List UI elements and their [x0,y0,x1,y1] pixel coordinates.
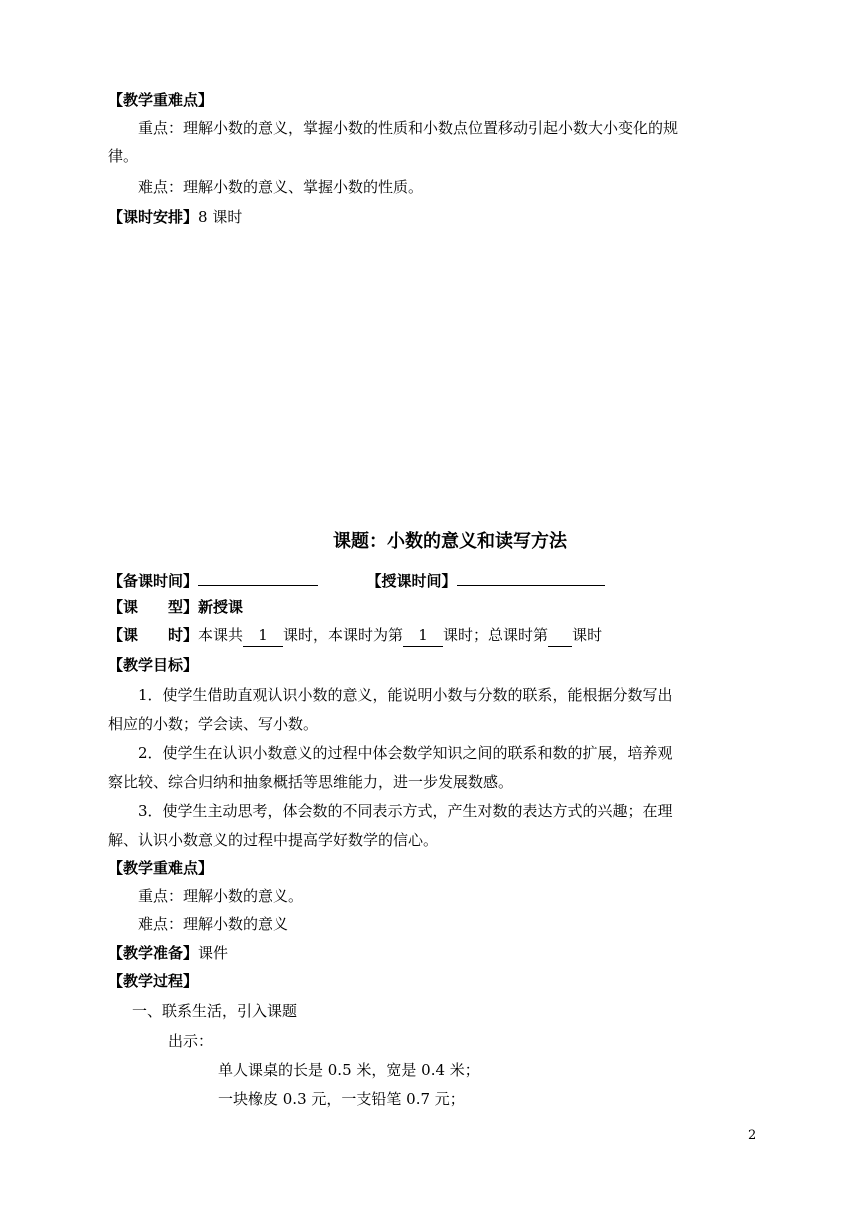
type-value: 新授课 [198,598,244,616]
prep-time-blank [198,568,318,586]
teach-time-blank [457,568,605,586]
period-text: 课时 [572,626,603,644]
objective-line: 1．使学生借助直观认识小数的意义，能说明小数与分数的联系，能根据分数写出 [138,686,673,704]
difficult-point-line: 难点：理解小数的意义、掌握小数的性质。 [138,178,424,196]
period-text: 课时；总课时第 [443,626,549,644]
prep-time-label: 【备课时间】 [108,572,199,590]
objective-line: 2．使学生在认识小数意义的过程中体会数学知识之间的联系和数的扩展，培养观 [138,744,673,762]
schedule-value: 8 课时 [198,208,243,226]
objective-line: 解、认识小数意义的过程中提高学好数学的信心。 [108,831,439,849]
lesson-key-point: 重点：理解小数的意义。 [138,887,304,905]
lesson-difficulty-heading: 【教学重难点】 [108,859,214,877]
schedule-line [108,206,760,228]
objective-line: 察比较、综合归纳和抽象概括等思维能力，进一步发展数感。 [108,773,514,791]
page-number: 2 [748,1128,757,1143]
period-text: 本课共 [198,626,244,644]
key-point-line: 重点：理解小数的意义，掌握小数的性质和小数点位置移动引起小数大小变化的规 [138,119,679,137]
lesson-difficult-point: 难点：理解小数的意义 [138,915,289,933]
teach-time-label: 【授课时间】 [366,572,457,590]
example-line: 一块橡皮 0.3 元，一支铅笔 0.7 元； [218,1090,465,1108]
example-line: 单人课桌的长是 0.5 米，宽是 0.4 米； [218,1061,480,1079]
prep-value: 课件 [198,944,229,962]
type-label: 【课 型】 [108,598,199,616]
period-overall-blank [548,624,572,647]
lesson-title: 课题：小数的意义和读写方法 [333,531,567,552]
difficulty-heading: 【教学重难点】 [108,91,214,109]
period-total: 1 [243,624,283,647]
prep-line [108,942,760,964]
key-point-line: 律。 [108,147,139,165]
process-heading: 【教学过程】 [108,972,199,990]
objectives-heading: 【教学目标】 [108,656,199,674]
period-text: 课时，本课时为第 [283,626,404,644]
show-label: 出示： [168,1032,214,1050]
time-line [108,568,760,592]
process-step: 一、联系生活，引入课题 [132,1002,298,1020]
schedule-heading: 【课时安排】 [108,208,199,226]
prep-heading: 【教学准备】 [108,944,199,962]
objective-line: 3．使学生主动思考，体会数的不同表示方式，产生对数的表达方式的兴趣；在理 [138,802,673,820]
period-line [108,624,760,647]
objective-line: 相应的小数；学会读、写小数。 [108,715,319,733]
period-current: 1 [403,624,443,647]
type-line [108,596,760,618]
period-label: 【课 时】 [108,626,199,644]
